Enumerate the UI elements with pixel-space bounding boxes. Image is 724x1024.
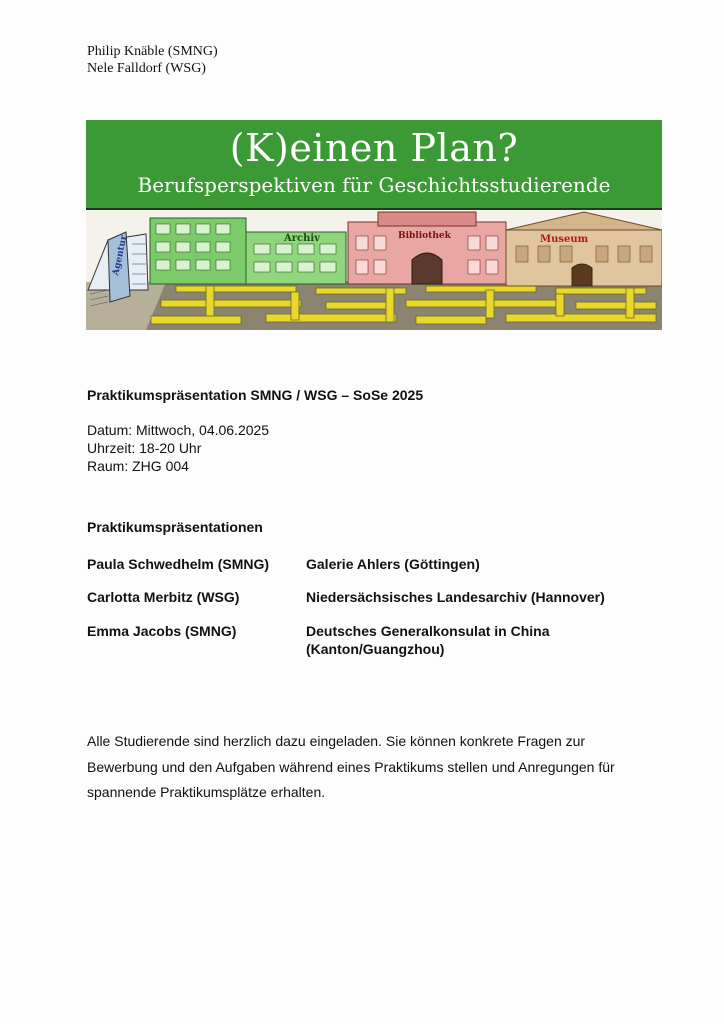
event-title: Praktikumspräsentation SMNG / WSG – SoSe 2025: [87, 387, 424, 403]
banner-illustration: [86, 210, 662, 330]
internship-place: Niedersächsisches Landesarchiv (Hannover): [306, 589, 605, 605]
closing-paragraph: Alle Studierende sind herzlich dazu eingeladen. Sie können konkrete Fragen zur Bewerbung und den Aufgaben während eines Praktikums stellen und Anregungen für spannende Praktikumsplätze erhalten.: [87, 733, 615, 800]
banner-subtitle: Berufsperspektiven für Geschichtsstudierende: [137, 173, 611, 197]
event-room: Raum: ZHG 004: [87, 458, 189, 474]
museum-label: Museum: [540, 234, 589, 245]
event-details: [87, 421, 269, 475]
banner-title-bar: [86, 120, 662, 210]
maze-illustration: [146, 280, 662, 330]
author-line: Nele Falldorf (WSG): [87, 61, 206, 76]
event-time: Uhrzeit: 18-20 Uhr: [87, 440, 202, 456]
agentur-label: Agentur: [111, 234, 130, 277]
event-date: Datum: Mittwoch, 04.06.2025: [87, 422, 270, 438]
author-line: Philip Knäble (SMNG): [87, 44, 218, 59]
presenter-name: Emma Jacobs (SMNG): [87, 623, 237, 639]
banner-title: (K)einen Plan?: [229, 126, 519, 170]
presenter-name: Carlotta Merbitz (WSG): [87, 589, 240, 605]
author-block: [87, 43, 218, 77]
header-banner: [86, 120, 662, 330]
bibliothek-label: Bibliothek: [398, 231, 451, 241]
presentations-heading: Praktikumspräsentationen: [87, 519, 263, 535]
bibliothek-building: [348, 212, 506, 284]
internship-place: Deutsches Generalkonsulat in China (Kanton/Guangzhou): [306, 623, 550, 657]
archiv-label: Archiv: [284, 233, 320, 244]
presenter-name: Paula Schwedhelm (SMNG): [87, 556, 270, 572]
internship-place: Galerie Ahlers (Göttingen): [306, 556, 480, 572]
